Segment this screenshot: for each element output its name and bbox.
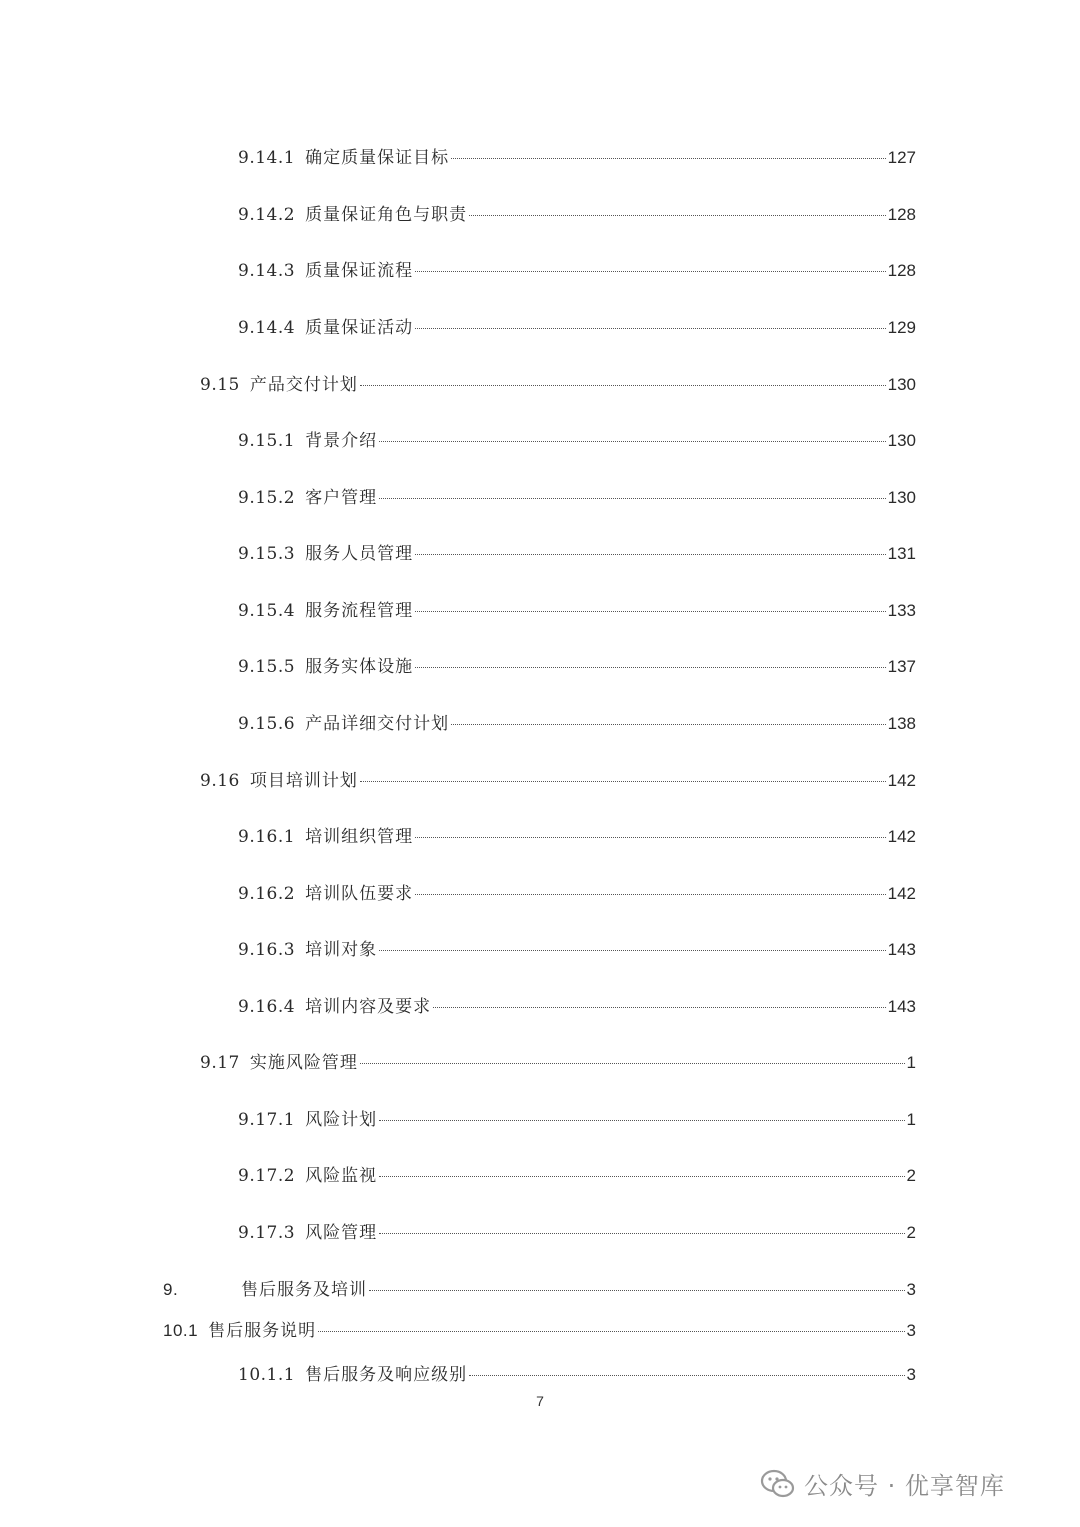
toc-entry-page: 1 [906,1110,916,1129]
toc-entry[interactable] [238,883,916,905]
toc-entry-title: 风险计划 [305,1110,378,1130]
toc-entry-page: 3 [906,1365,916,1384]
toc-entry-page: 2 [906,1166,916,1185]
page-number: 7 [536,1393,544,1409]
toc-entry-number: 9.16.1 [238,827,296,847]
dot-leader [369,1290,905,1291]
toc-entry-page: 137 [887,657,916,676]
toc-entry[interactable] [238,996,916,1018]
dot-leader [451,724,886,725]
toc-entry-number: 9.15.1 [238,431,296,451]
toc-entry-title: 售后服务及响应级别 [305,1365,468,1385]
toc-entry[interactable] [238,939,916,961]
dot-leader [415,554,886,555]
toc-entry[interactable] [163,1279,916,1301]
toc-entry-page: 130 [887,431,916,450]
toc-entry-page: 138 [887,714,916,733]
dot-leader [379,1176,904,1177]
toc-entry-number: 9.15.2 [238,488,296,508]
toc-entry-number: 9.16.2 [238,884,296,904]
toc-entry-page: 129 [887,318,916,337]
toc-entry-number: 9.16 [200,771,240,791]
toc-entry-page: 143 [887,997,916,1016]
toc-entry-number: 9.15.3 [238,544,296,564]
dot-leader [360,1063,905,1064]
toc-entry-number: 9.16.3 [238,940,296,960]
toc-entry-number: 9.17.3 [238,1223,296,1243]
watermark-text: 公众号 · 优享智库 [804,1472,1005,1500]
toc-entry[interactable] [238,1364,916,1386]
toc-entry-title: 服务实体设施 [305,657,414,677]
dot-leader [433,1007,886,1008]
toc-entry[interactable] [200,374,916,396]
toc-entry-title: 售后服务说明 [208,1321,317,1340]
toc-entry-page: 130 [887,375,916,394]
toc-entry-page: 128 [887,261,916,280]
dot-leader [415,667,886,668]
toc-entry[interactable] [238,600,916,622]
toc-entry-title: 项目培训计划 [249,771,358,791]
toc-entry-number: 9.16.4 [238,997,296,1017]
dot-leader [318,1331,904,1332]
toc-entry-number: 9.15.4 [238,601,296,621]
toc-entry-page: 128 [887,205,916,224]
toc-entry-title: 风险管理 [305,1223,378,1243]
dot-leader [469,1375,904,1376]
toc-entry-title: 培训对象 [305,940,378,960]
toc-entry-number: 9.14.4 [238,318,296,338]
toc-entry[interactable] [238,1222,916,1244]
toc-entry-number: 9. [163,1280,179,1299]
dot-leader [379,441,886,442]
toc-entry-title: 实施风险管理 [249,1053,358,1073]
toc-entry[interactable] [200,1052,916,1074]
toc-entry-page: 1 [906,1053,916,1072]
toc-entry-title: 服务流程管理 [305,601,414,621]
toc-entry[interactable] [200,770,916,792]
toc-entry-page: 142 [887,827,916,846]
toc-entry-number: 9.15.5 [238,657,296,677]
dot-leader [379,1120,904,1121]
toc-entry-number: 9.14.3 [238,261,296,281]
toc-entry-number: 9.17 [200,1053,240,1073]
dot-leader [469,215,886,216]
wechat-icon [760,1469,796,1499]
dot-leader [360,385,886,386]
toc-entry[interactable] [238,317,916,339]
toc-entry-title: 培训队伍要求 [305,884,414,904]
toc-entry-title: 确定质量保证目标 [305,148,450,168]
dot-leader [379,950,886,951]
toc-entry[interactable] [238,487,916,509]
toc-entry[interactable] [238,1165,916,1187]
toc-entry-title: 质量保证活动 [305,318,414,338]
dot-leader [415,328,886,329]
toc-entry-title: 质量保证流程 [305,261,414,281]
toc-entry-page: 142 [887,771,916,790]
toc-entry-page: 2 [906,1223,916,1242]
toc-entry-page: 142 [887,884,916,903]
toc-entry-page: 3 [906,1280,916,1299]
toc-entry[interactable] [238,147,916,169]
toc-entry[interactable] [163,1320,916,1342]
watermark [760,1466,1005,1501]
toc-entry-title: 背景介绍 [305,431,378,451]
toc-entry-page: 131 [887,544,916,563]
toc-entry[interactable] [238,1109,916,1131]
toc-entry-page: 133 [887,601,916,620]
toc-entry-title: 产品交付计划 [249,375,358,395]
toc-entry[interactable] [238,656,916,678]
toc-entry-number: 9.14.1 [238,148,296,168]
toc-entry-number: 10.1 [163,1321,199,1340]
toc-entry-page: 143 [887,940,916,959]
toc-entry-title: 售后服务及培训 [241,1280,367,1299]
dot-leader [415,894,886,895]
toc-entry-title: 风险监视 [305,1166,378,1186]
dot-leader [360,781,886,782]
dot-leader [415,611,886,612]
toc-entry-title: 培训内容及要求 [305,997,432,1017]
toc-entry-number: 9.17.2 [238,1166,296,1186]
dot-leader [379,498,886,499]
toc-entry-title: 培训组织管理 [305,827,414,847]
toc-entry[interactable] [238,260,916,282]
toc-entry-page: 3 [906,1321,916,1340]
toc-entry-page: 130 [887,488,916,507]
toc-entry-number: 9.15.6 [238,714,296,734]
toc-entry-title: 客户管理 [305,488,378,508]
toc-entry-title: 质量保证角色与职责 [305,205,468,225]
toc-entry[interactable] [238,430,916,452]
toc-entry-title: 服务人员管理 [305,544,414,564]
toc-entry-number: 9.14.2 [238,205,296,225]
toc-entry[interactable] [238,204,916,226]
dot-leader [415,837,886,838]
toc-entry-title: 产品详细交付计划 [305,714,450,734]
toc-entry[interactable] [238,713,916,735]
toc-entry-number: 10.1.1 [238,1365,296,1385]
dot-leader [451,158,886,159]
toc-entry-number: 9.17.1 [238,1110,296,1130]
toc-entry[interactable] [238,543,916,565]
toc-entry-number: 9.15 [200,375,240,395]
toc-entry[interactable] [238,826,916,848]
dot-leader [379,1233,904,1234]
toc-entry-page: 127 [887,148,916,167]
dot-leader [415,271,886,272]
